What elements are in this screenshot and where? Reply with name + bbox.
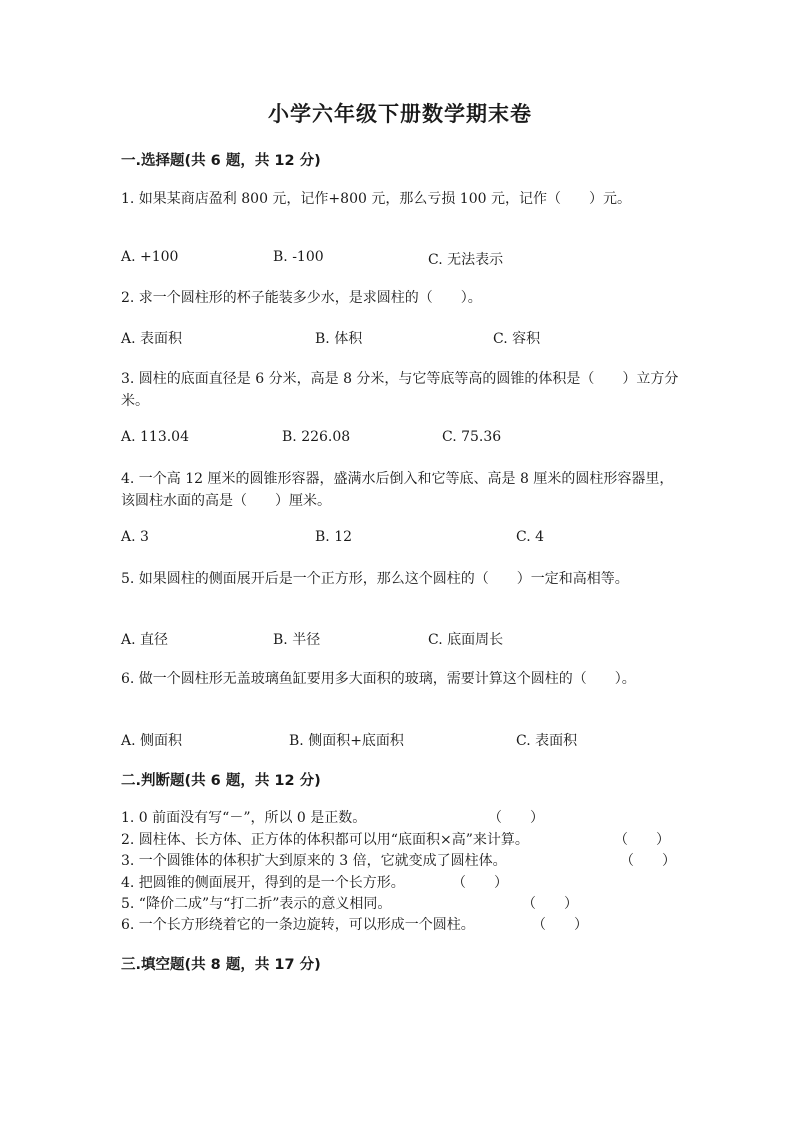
choice-option-2b: B. 体积 [315,331,363,347]
judge-answer-paren-2: （ ） [614,832,670,848]
choice-option-3a: A. 113.04 [121,429,189,445]
judge-answer-paren-1: （ ） [488,810,544,826]
choice-option-4c: C. 4 [516,529,545,545]
section-heading-judge: 二.判断题(共 6 题，共 12 分) [121,773,321,789]
judge-answer-paren-3: （ ） [620,853,676,869]
choice-option-4a: A. 3 [121,529,149,545]
choice-option-5c: C. 底面周长 [428,632,504,648]
choice-question-4: 4. 一个高 12 厘米的圆锥形容器，盛满水后倒入和它等底、高是 8 厘米的圆柱形容器里，该圆柱水面的高是（ ）厘米。 [121,471,674,509]
choice-question-3: 3. 圆柱的底面直径是 6 分米，高是 8 分米，与它等底等高的圆锥的体积是（ ）立方分米。 [121,371,679,409]
judge-answer-paren-4: （ ） [452,875,508,891]
section-heading-fill: 三.填空题(共 8 题，共 17 分) [121,957,321,973]
choice-option-6a: A. 侧面积 [121,733,183,749]
section-heading-choice: 一.选择题(共 6 题，共 12 分) [121,153,321,169]
page-title: 小学六年级下册数学期末卷 [268,101,532,126]
judge-question-3: 3. 一个圆锥体的体积扩大到原来的 3 倍，它就变成了圆柱体。 [121,853,507,869]
judge-question-2: 2. 圆柱体、长方体、正方体的体积都可以用“底面积×高”来计算。 [121,832,529,848]
judge-question-5: 5. “降价二成”与“打二折”表示的意义相同。 [121,896,392,912]
choice-question-2: 2. 求一个圆柱形的杯子能装多少水，是求圆柱的（ ）。 [121,290,482,306]
judge-question-4: 4. 把圆锥的侧面展开，得到的是一个长方形。 [121,875,405,891]
choice-option-5a: A. 直径 [121,632,169,648]
judge-answer-paren-6: （ ） [532,917,588,933]
choice-option-5b: B. 半径 [273,632,321,648]
choice-option-2a: A. 表面积 [121,331,183,347]
choice-option-1a: A. +100 [121,249,179,265]
choice-option-4b: B. 12 [315,529,353,545]
choice-option-2c: C. 容积 [493,331,541,347]
choice-option-3b: B. 226.08 [282,429,351,445]
choice-question-5: 5. 如果圆柱的侧面展开后是一个正方形，那么这个圆柱的（ ）一定和高相等。 [121,571,629,587]
choice-question-6: 6. 做一个圆柱形无盖玻璃鱼缸要用多大面积的玻璃，需要计算这个圆柱的（ ）。 [121,671,636,687]
choice-question-1: 1. 如果某商店盈利 800 元，记作+800 元，那么亏损 100 元，记作（ ）元。 [121,191,631,207]
judge-question-6: 6. 一个长方形绕着它的一条边旋转，可以形成一个圆柱。 [121,917,475,933]
choice-option-1b: B. -100 [273,249,324,265]
judge-question-1: 1. 0 前面没有写“－”，所以 0 是正数。 [121,810,367,826]
choice-option-3c: C. 75.36 [442,429,502,445]
judge-answer-paren-5: （ ） [522,896,578,912]
choice-option-1c: C. 无法表示 [428,252,504,268]
choice-option-6c: C. 表面积 [516,733,578,749]
choice-option-6b: B. 侧面积+底面积 [289,733,404,749]
